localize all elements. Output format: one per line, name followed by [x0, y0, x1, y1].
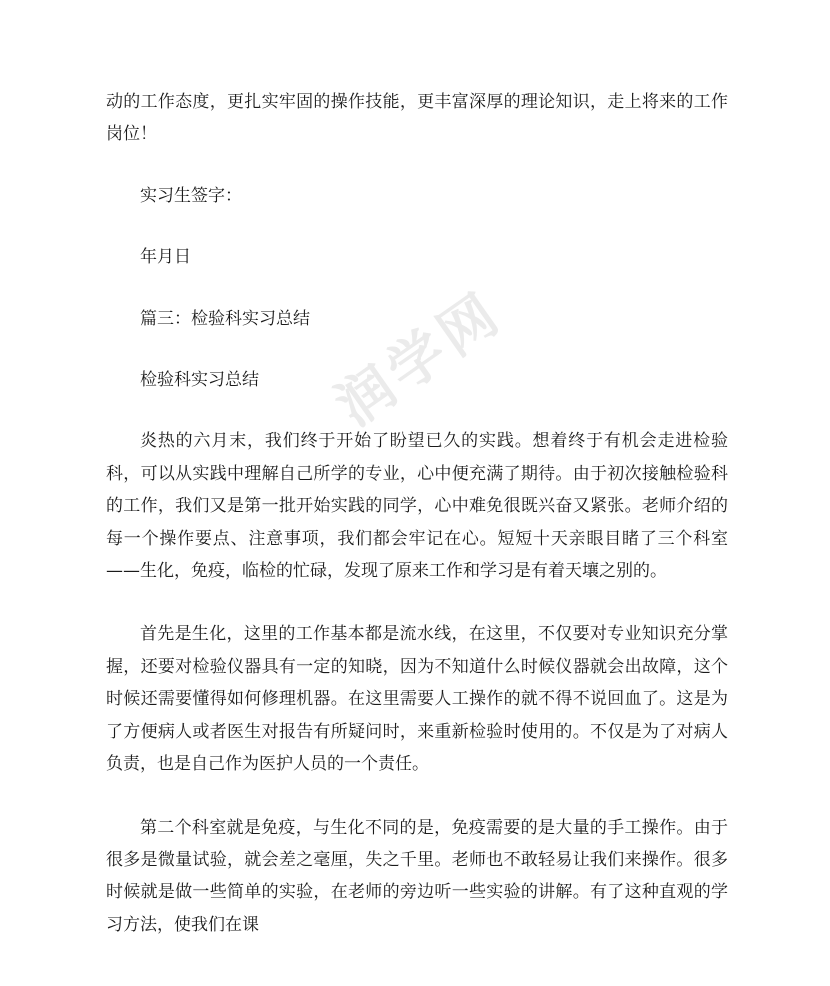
section-title: 检验科实习总结 [140, 370, 259, 391]
date-line: 年月日 [140, 247, 191, 268]
paragraph-intro: 炎热的六月末，我们终于开始了盼望已久的实践。想着终于有机会走进检验科，可以从实践中理解自己所学的专业，心中便充满了期待。由于初次接触检验科的工作，我们又是第一批开始实践的同学，心中难免很既兴奋又紧张。老师介绍的每一个操作要点、注意事项，我们都会牢记在心。短短十天亲眼目睹了三个科室——生化，免疫，临检的忙碌，发现了原来工作和学习是有着天壤之别的。 [106, 431, 728, 582]
chapter-heading: 篇三：检验科实习总结 [140, 308, 310, 329]
watermark: 润学网 [324, 279, 515, 440]
paragraph-biochemistry: 首先是生化，这里的工作基本都是流水线，在这里，不仅要对专业知识充分掌握，还要对检验仪器具有一定的知晓，因为不知道什么时候仪器就会出故障，这个时候还需要懂得如何修理机器。在这里需要人工操作的就不得不说回血了。这是为了方便病人或者医生对报告有所疑问时，来重新检验时使用的。不仅是为了对病人负责，也是自己作为医护人员的一个责任。 [106, 624, 728, 775]
paragraph-continuation: 动的工作态度，更扎实牢固的操作技能，更丰富深厚的理论知识，走上将来的工作岗位！ [106, 92, 728, 145]
document-body [106, 86, 728, 941]
paragraph-immunology: 第二个科室就是免疫，与生化不同的是，免疫需要的是大量的手工操作。由于很多是微量试验，就会差之毫厘，失之千里。老师也不敢轻易让我们来操作。很多时候就是做一些简单的实验，在老师的旁边听一些实验的讲解。有了这种直观的学习方法，使我们在课 [106, 817, 728, 935]
intern-signature-label: 实习生签字： [140, 185, 242, 206]
